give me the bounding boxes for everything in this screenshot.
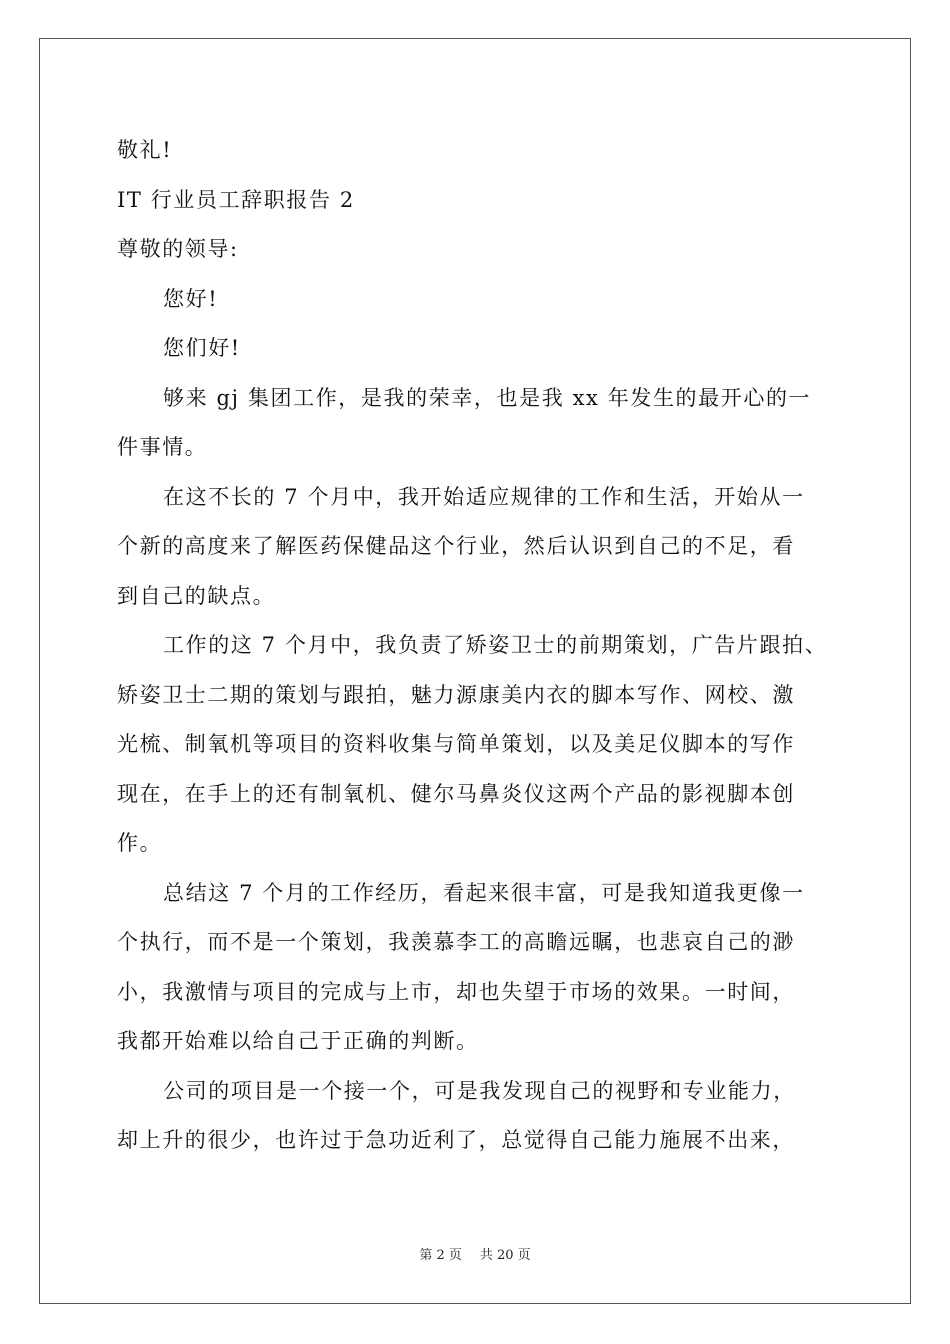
paragraph-line: 现在，在手上的还有制氧机、健尔马鼻炎仪这两个产品的影视脚本创 [117, 781, 795, 806]
paragraph-line: 个执行，而不是一个策划，我羡慕李工的高瞻远瞩，也悲哀自己的渺 [117, 930, 795, 954]
paragraph-seven-months [117, 473, 837, 622]
paragraph-projects [117, 1067, 837, 1166]
page-total: 共 20 页 [479, 1248, 531, 1263]
page-number: 第 2 页 [419, 1248, 462, 1263]
paragraph-line: 作。 [117, 831, 163, 855]
paragraph-greeting-plural [117, 324, 837, 374]
paragraph-summary [117, 869, 837, 1067]
paragraph-work-items [117, 621, 837, 869]
paragraph-line: 够来 gj 集团工作，是我的荣幸，也是我 xx 年发生的最开心的一 [163, 385, 812, 410]
paragraph-greeting [117, 275, 837, 325]
paragraph-line: 总结这 7 个月的工作经历，看起来很丰富，可是我知道我更像一 [163, 880, 805, 905]
document-title: IT 行业员工辞职报告 2 [117, 187, 355, 212]
paragraph-line: 却上升的很少，也许过于急功近利了，总觉得自己能力施展不出来， [117, 1128, 795, 1152]
paragraph-intro [117, 374, 837, 473]
salutation: 尊敬的领导: [117, 237, 239, 261]
paragraph-line: 您们好! [163, 336, 241, 360]
paragraph-line: 光梳、制氧机等项目的资料收集与简单策划，以及美足仪脚本的写作 [117, 732, 795, 756]
closing-line: 敬礼! [117, 138, 173, 162]
paragraph-line: 到自己的缺点。 [117, 583, 276, 608]
paragraph-line: 工作的这 7 个月中，我负责了矫姿卫士的前期策划，广告片跟拍、 [163, 633, 828, 657]
paragraph-line: 您好! [163, 286, 219, 311]
paragraph-line: 个新的高度来了解医药保健品这个行业，然后认识到自己的不足，看 [117, 534, 795, 558]
page-footer [0, 1246, 950, 1266]
paragraph-line: 在这不长的 7 个月中，我开始适应规律的工作和生活，开始从一 [163, 484, 805, 509]
paragraph-line: 公司的项目是一个接一个，可是我发现自己的视野和专业能力， [163, 1078, 796, 1103]
document-body [117, 126, 837, 1166]
paragraph-line: 小，我激情与项目的完成与上市，却也失望于市场的效果。一时间， [117, 979, 795, 1004]
paragraph-line: 我都开始难以给自己于正确的判断。 [117, 1029, 479, 1053]
paragraph-line: 矫姿卫士二期的策划与跟拍，魅力源康美内衣的脚本写作、网校、激 [117, 682, 795, 707]
paragraph-line: 件事情。 [117, 435, 208, 459]
